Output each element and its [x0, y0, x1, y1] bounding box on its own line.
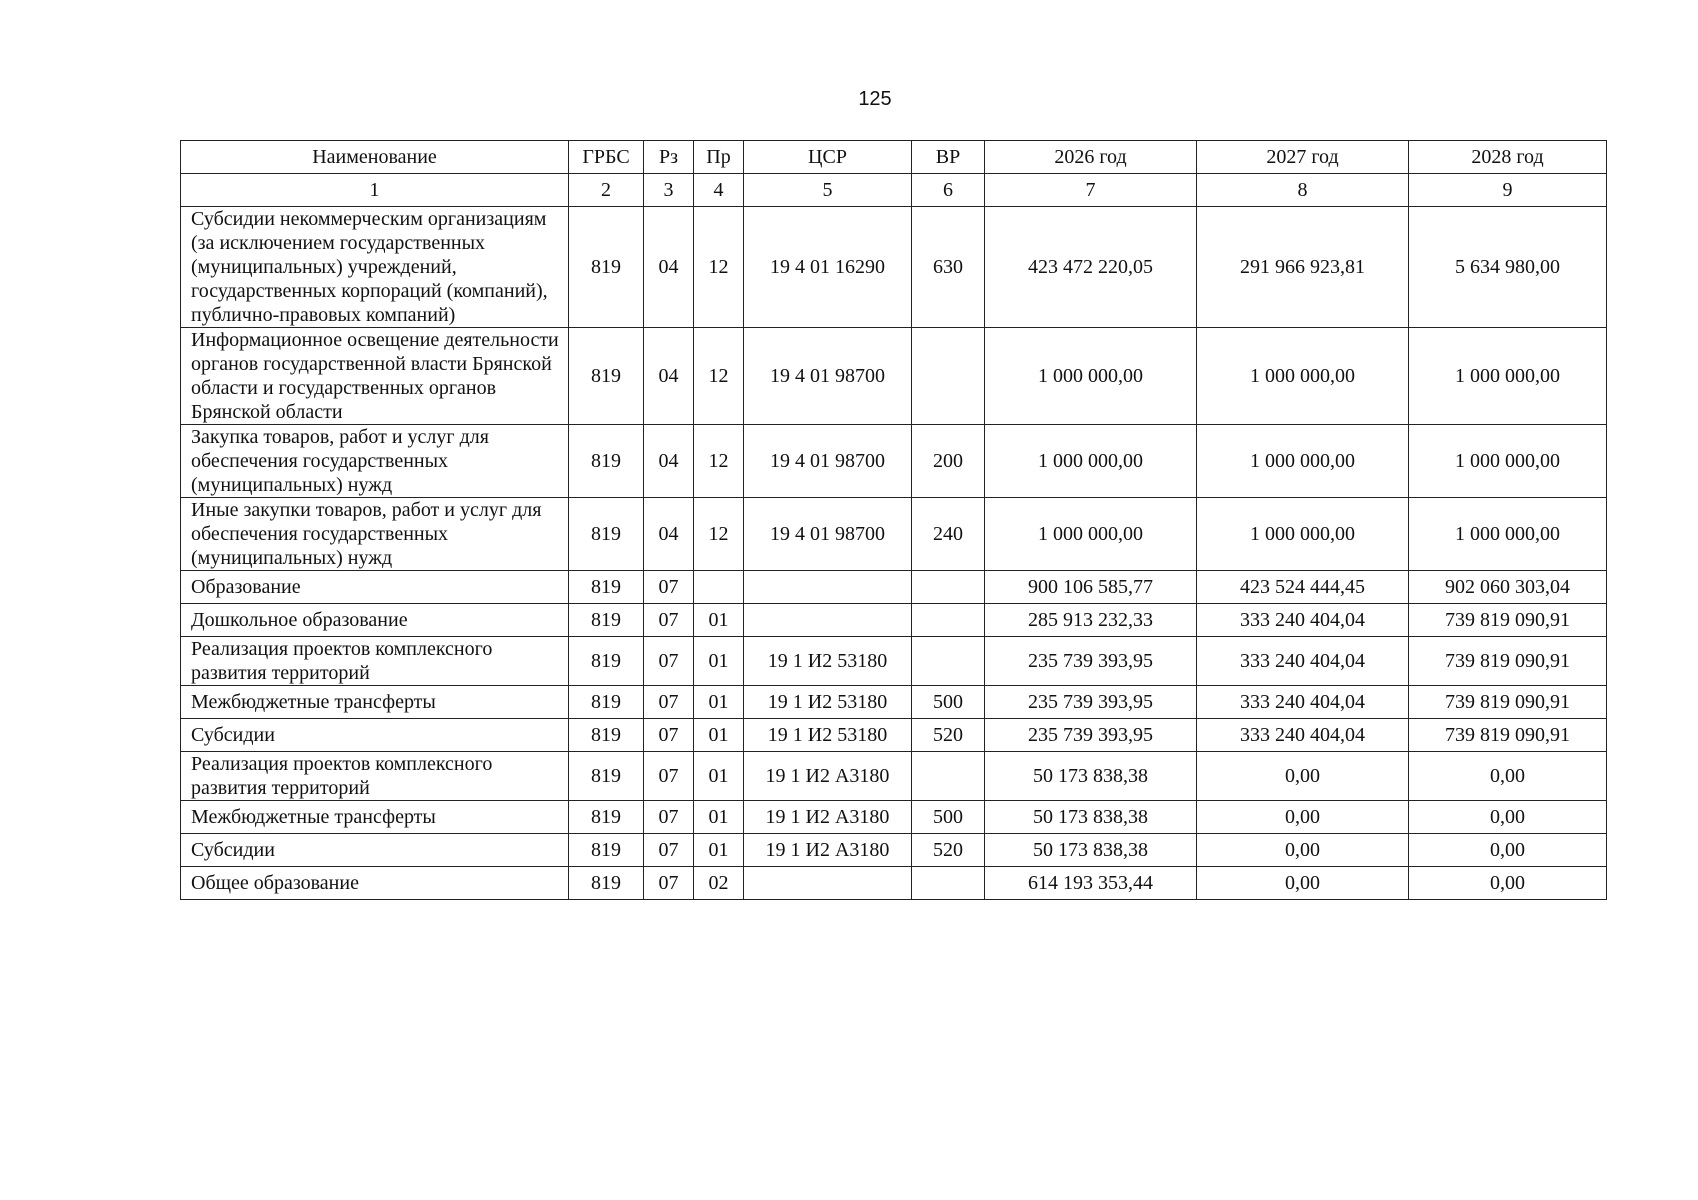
header-grbs: ГРБС	[569, 141, 644, 174]
table-row	[181, 637, 1607, 686]
cell-vr: 500	[912, 686, 985, 719]
cell-2028: 0,00	[1409, 867, 1607, 900]
cell-csr	[744, 571, 912, 604]
table-row	[181, 498, 1607, 571]
cell-pr: 02	[694, 867, 744, 900]
cell-vr	[912, 328, 985, 425]
cell-grbs: 819	[569, 686, 644, 719]
cell-2028: 0,00	[1409, 801, 1607, 834]
table-row	[181, 207, 1607, 328]
cell-rz: 04	[644, 207, 694, 328]
column-number: 1	[181, 174, 569, 207]
cell-rz: 07	[644, 752, 694, 801]
cell-grbs: 819	[569, 604, 644, 637]
cell-csr: 19 4 01 16290	[744, 207, 912, 328]
cell-rz: 04	[644, 498, 694, 571]
cell-2026: 423 472 220,05	[985, 207, 1197, 328]
cell-pr: 01	[694, 834, 744, 867]
cell-2027: 333 240 404,04	[1197, 686, 1409, 719]
cell-2027: 291 966 923,81	[1197, 207, 1409, 328]
cell-pr: 01	[694, 801, 744, 834]
budget-table	[180, 140, 1607, 900]
cell-csr: 19 1 И2 А3180	[744, 801, 912, 834]
cell-csr: 19 1 И2 А3180	[744, 834, 912, 867]
column-number: 9	[1409, 174, 1607, 207]
cell-2026: 1 000 000,00	[985, 328, 1197, 425]
cell-2027: 333 240 404,04	[1197, 604, 1409, 637]
table-row	[181, 752, 1607, 801]
cell-name: Информационное освещение деятельности органов государственной власти Брянской области и государственных органов Брянской области	[181, 328, 569, 425]
cell-name: Дошкольное образование	[181, 604, 569, 637]
column-number-row	[181, 174, 1607, 207]
cell-2028: 902 060 303,04	[1409, 571, 1607, 604]
cell-vr: 500	[912, 801, 985, 834]
cell-grbs: 819	[569, 425, 644, 498]
cell-2026: 900 106 585,77	[985, 571, 1197, 604]
table-row	[181, 867, 1607, 900]
cell-2028: 0,00	[1409, 752, 1607, 801]
table-row	[181, 801, 1607, 834]
column-number: 2	[569, 174, 644, 207]
cell-2028: 0,00	[1409, 834, 1607, 867]
cell-2026: 614 193 353,44	[985, 867, 1197, 900]
column-number: 8	[1197, 174, 1409, 207]
cell-2028: 5 634 980,00	[1409, 207, 1607, 328]
cell-rz: 04	[644, 425, 694, 498]
cell-name: Образование	[181, 571, 569, 604]
cell-vr: 630	[912, 207, 985, 328]
cell-name: Закупка товаров, работ и услуг для обеспечения государственных (муниципальных) нужд	[181, 425, 569, 498]
cell-2028: 739 819 090,91	[1409, 637, 1607, 686]
cell-2027: 0,00	[1197, 867, 1409, 900]
cell-rz: 07	[644, 719, 694, 752]
cell-vr	[912, 637, 985, 686]
cell-2028: 1 000 000,00	[1409, 498, 1607, 571]
cell-2028: 739 819 090,91	[1409, 719, 1607, 752]
cell-csr: 19 1 И2 53180	[744, 637, 912, 686]
cell-pr	[694, 571, 744, 604]
cell-name: Общее образование	[181, 867, 569, 900]
cell-2026: 235 739 393,95	[985, 637, 1197, 686]
cell-pr: 01	[694, 719, 744, 752]
header-year-2028: 2028 год	[1409, 141, 1607, 174]
cell-pr: 01	[694, 604, 744, 637]
cell-2026: 50 173 838,38	[985, 834, 1197, 867]
cell-vr: 200	[912, 425, 985, 498]
header-csr: ЦСР	[744, 141, 912, 174]
cell-pr: 12	[694, 207, 744, 328]
cell-vr: 520	[912, 834, 985, 867]
cell-vr	[912, 571, 985, 604]
cell-grbs: 819	[569, 637, 644, 686]
cell-rz: 07	[644, 637, 694, 686]
cell-2027: 1 000 000,00	[1197, 328, 1409, 425]
cell-vr	[912, 604, 985, 637]
cell-csr	[744, 867, 912, 900]
table-row	[181, 328, 1607, 425]
cell-grbs: 819	[569, 834, 644, 867]
cell-csr: 19 4 01 98700	[744, 425, 912, 498]
cell-pr: 12	[694, 328, 744, 425]
cell-name: Субсидии	[181, 719, 569, 752]
cell-csr: 19 1 И2 А3180	[744, 752, 912, 801]
column-number: 5	[744, 174, 912, 207]
cell-2027: 1 000 000,00	[1197, 498, 1409, 571]
cell-2026: 50 173 838,38	[985, 752, 1197, 801]
cell-2026: 235 739 393,95	[985, 719, 1197, 752]
cell-rz: 07	[644, 604, 694, 637]
cell-pr: 12	[694, 498, 744, 571]
table-row	[181, 834, 1607, 867]
cell-name: Межбюджетные трансферты	[181, 801, 569, 834]
table-row	[181, 571, 1607, 604]
header-name: Наименование	[181, 141, 569, 174]
cell-rz: 07	[644, 834, 694, 867]
header-row	[181, 141, 1607, 174]
header-rz: Рз	[644, 141, 694, 174]
cell-2026: 50 173 838,38	[985, 801, 1197, 834]
cell-grbs: 819	[569, 719, 644, 752]
cell-2028: 1 000 000,00	[1409, 328, 1607, 425]
cell-csr: 19 1 И2 53180	[744, 686, 912, 719]
cell-rz: 07	[644, 686, 694, 719]
cell-name: Субсидии	[181, 834, 569, 867]
cell-name: Субсидии некоммерческим организациям (за исключением государственных (муниципальных) учреждений, государственных корпораций (компаний), публично-правовых компаний)	[181, 207, 569, 328]
cell-2026: 1 000 000,00	[985, 498, 1197, 571]
column-number: 4	[694, 174, 744, 207]
cell-pr: 01	[694, 686, 744, 719]
column-number: 6	[912, 174, 985, 207]
cell-2026: 235 739 393,95	[985, 686, 1197, 719]
table-row	[181, 425, 1607, 498]
cell-2028: 739 819 090,91	[1409, 686, 1607, 719]
cell-2027: 333 240 404,04	[1197, 637, 1409, 686]
table-row	[181, 719, 1607, 752]
cell-rz: 04	[644, 328, 694, 425]
cell-name: Реализация проектов комплексного развития территорий	[181, 752, 569, 801]
column-number: 3	[644, 174, 694, 207]
cell-2026: 1 000 000,00	[985, 425, 1197, 498]
cell-pr: 01	[694, 637, 744, 686]
cell-pr: 01	[694, 752, 744, 801]
cell-vr	[912, 867, 985, 900]
cell-rz: 07	[644, 867, 694, 900]
cell-grbs: 819	[569, 867, 644, 900]
cell-2027: 0,00	[1197, 752, 1409, 801]
header-year-2026: 2026 год	[985, 141, 1197, 174]
cell-grbs: 819	[569, 328, 644, 425]
cell-vr: 240	[912, 498, 985, 571]
cell-2027: 0,00	[1197, 834, 1409, 867]
cell-2027: 333 240 404,04	[1197, 719, 1409, 752]
header-vr: ВР	[912, 141, 985, 174]
table-row	[181, 604, 1607, 637]
header-year-2027: 2027 год	[1197, 141, 1409, 174]
cell-grbs: 819	[569, 207, 644, 328]
cell-rz: 07	[644, 571, 694, 604]
cell-pr: 12	[694, 425, 744, 498]
cell-rz: 07	[644, 801, 694, 834]
cell-2028: 1 000 000,00	[1409, 425, 1607, 498]
cell-grbs: 819	[569, 752, 644, 801]
column-number: 7	[985, 174, 1197, 207]
cell-csr: 19 4 01 98700	[744, 498, 912, 571]
cell-grbs: 819	[569, 571, 644, 604]
cell-2027: 0,00	[1197, 801, 1409, 834]
cell-2028: 739 819 090,91	[1409, 604, 1607, 637]
cell-csr: 19 1 И2 53180	[744, 719, 912, 752]
header-pr: Пр	[694, 141, 744, 174]
table-row	[181, 686, 1607, 719]
cell-2027: 1 000 000,00	[1197, 425, 1409, 498]
page-number: 125	[858, 88, 892, 110]
cell-name: Реализация проектов комплексного развития территорий	[181, 637, 569, 686]
cell-vr	[912, 752, 985, 801]
cell-grbs: 819	[569, 498, 644, 571]
cell-2026: 285 913 232,33	[985, 604, 1197, 637]
cell-name: Иные закупки товаров, работ и услуг для обеспечения государственных (муниципальных) нужд	[181, 498, 569, 571]
cell-grbs: 819	[569, 801, 644, 834]
cell-csr	[744, 604, 912, 637]
cell-csr: 19 4 01 98700	[744, 328, 912, 425]
cell-2027: 423 524 444,45	[1197, 571, 1409, 604]
cell-name: Межбюджетные трансферты	[181, 686, 569, 719]
cell-vr: 520	[912, 719, 985, 752]
